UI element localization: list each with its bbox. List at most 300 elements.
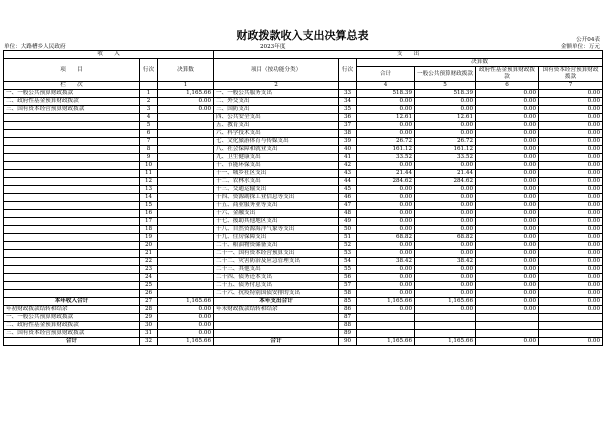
table-row: [4, 106, 603, 114]
expense-line-no-cell: 86: [339, 306, 357, 314]
expense-total-cell: [357, 322, 415, 330]
table-row: [4, 338, 603, 346]
expense-line-no-cell: 45: [339, 186, 357, 194]
income-amount-cell: 0.00: [158, 322, 214, 330]
income-item-cell: [4, 290, 140, 298]
expense-general-cell: 0.00: [415, 202, 476, 210]
income-item-cell: [4, 186, 140, 194]
expense-general-cell: 0.00: [415, 282, 476, 290]
expense-item-cell: 十七、援助其他地区支出: [214, 218, 339, 226]
income-line-no-cell: 2: [140, 98, 158, 106]
income-item-cell: 三、国有资本经营预算财政拨款: [4, 106, 140, 114]
expense-state-cell: 0.00: [539, 282, 603, 290]
expense-total-cell: 1,165.66: [357, 338, 415, 346]
expense-state-cell: 0.00: [539, 242, 603, 250]
income-item-cell: 二、政府性基金预算财政拨款: [4, 98, 140, 106]
income-line-no-cell: 30: [140, 322, 158, 330]
expense-item-cell: 二十二、灾害防治及应急管理支出: [214, 258, 339, 266]
table-row: [4, 146, 603, 154]
expense-total-cell: 68.82: [357, 234, 415, 242]
expense-total-cell: 21.44: [357, 170, 415, 178]
income-item-cell: [4, 194, 140, 202]
expense-total-cell: 0.00: [357, 282, 415, 290]
income-line-no-cell: 31: [140, 330, 158, 338]
income-amount-cell: [158, 194, 214, 202]
col-index-5: 5: [415, 82, 476, 90]
col-index-4: 4: [357, 82, 415, 90]
income-amount-cell: [158, 266, 214, 274]
income-line-no-cell: 32: [140, 338, 158, 346]
expense-fund-cell: 0.00: [476, 210, 539, 218]
table-row: [4, 138, 603, 146]
income-line-no-cell: 29: [140, 314, 158, 322]
expense-item-cell: 十、节能环保支出: [214, 162, 339, 170]
expense-fund-cell: 0.00: [476, 242, 539, 250]
expense-total-cell: 0.00: [357, 162, 415, 170]
expense-line-no-cell: 34: [339, 98, 357, 106]
expense-line-no-cell: 90: [339, 338, 357, 346]
table-row: [4, 282, 603, 290]
income-item-cell: [4, 282, 140, 290]
expense-line-no-cell: 41: [339, 154, 357, 162]
income-amount-cell: [158, 178, 214, 186]
expense-general-cell: 38.42: [415, 258, 476, 266]
budget-table: [3, 50, 603, 346]
expense-item-cell: 十八、自然资源海洋气象等支出: [214, 226, 339, 234]
income-amount-cell: [158, 202, 214, 210]
expense-item-cell: 六、科学技术支出: [214, 130, 339, 138]
income-item-cell: [4, 122, 140, 130]
income-item-cell: [4, 266, 140, 274]
expense-item-cell: 九、卫生健康支出: [214, 154, 339, 162]
expense-item-cell: 十六、金融支出: [214, 210, 339, 218]
table-row: [4, 170, 603, 178]
expense-line-no-cell: 54: [339, 258, 357, 266]
expense-total-cell: 0.00: [357, 210, 415, 218]
expense-item-cell: 三、国防支出: [214, 106, 339, 114]
expense-fund-cell: 0.00: [476, 170, 539, 178]
col-index-7: 7: [539, 82, 603, 90]
expense-general-cell: 0.00: [415, 210, 476, 218]
expense-general-cell: 0.00: [415, 306, 476, 314]
expense-general-cell: 518.39: [415, 90, 476, 98]
table-row: [4, 290, 603, 298]
expense-item-cell: 二十五、债务付息支出: [214, 282, 339, 290]
expense-fund-cell: 0.00: [476, 290, 539, 298]
expense-line-no-cell: 87: [339, 314, 357, 322]
col-index-1: 1: [158, 82, 214, 90]
expense-general-cell: 26.72: [415, 138, 476, 146]
expense-state-cell: 0.00: [539, 170, 603, 178]
expense-general-cell: 12.61: [415, 114, 476, 122]
income-line-no-cell: 13: [140, 186, 158, 194]
table-row: [4, 250, 603, 258]
expense-line-no-cell: 38: [339, 130, 357, 138]
income-item-cell: [4, 154, 140, 162]
expense-state-cell: 0.00: [539, 106, 603, 114]
expense-total-cell: 0.00: [357, 290, 415, 298]
col-blank-2: [339, 82, 357, 90]
expense-fund-cell: 0.00: [476, 178, 539, 186]
income-amount-cell: 1,165.66: [158, 298, 214, 306]
income-item-cell: [4, 130, 140, 138]
expense-fund-cell: 0.00: [476, 266, 539, 274]
income-item-cell: [4, 202, 140, 210]
income-line-no-cell: 20: [140, 242, 158, 250]
income-item-cell: [4, 234, 140, 242]
table-row: [4, 298, 603, 306]
expense-item-cell: 年末财政拨款结转和结余: [214, 306, 339, 314]
expense-state-cell: 0.00: [539, 226, 603, 234]
expense-fund-cell: [476, 314, 539, 322]
expense-general-cell: 0.00: [415, 130, 476, 138]
expense-line-no-cell: 50: [339, 226, 357, 234]
expense-fund-cell: 0.00: [476, 274, 539, 282]
expense-state-cell: 0.00: [539, 202, 603, 210]
expense-total-cell: 0.00: [357, 250, 415, 258]
expense-fund-cell: 0.00: [476, 258, 539, 266]
expense-state-cell: 0.00: [539, 290, 603, 298]
table-row: [4, 202, 603, 210]
expense-total-cell: 284.62: [357, 178, 415, 186]
expense-general-cell: 0.00: [415, 194, 476, 202]
income-item-cell: 年初财政拨款结转和结余: [4, 306, 140, 314]
income-line-no-cell: 3: [140, 106, 158, 114]
expense-general-cell: 0.00: [415, 98, 476, 106]
expense-line-no-cell: 55: [339, 266, 357, 274]
state-header: 国有资本经营预算财政拨款: [539, 67, 603, 82]
expense-state-cell: [539, 314, 603, 322]
currency-label: 金额单位：万元: [560, 44, 600, 50]
expense-item-cell: 合计: [214, 338, 339, 346]
expense-fund-cell: 0.00: [476, 226, 539, 234]
expense-total-cell: 12.61: [357, 114, 415, 122]
income-amount-cell: 0.00: [158, 330, 214, 338]
income-amount-cell: [158, 138, 214, 146]
income-line-no-cell: 17: [140, 218, 158, 226]
income-item-cell: [4, 250, 140, 258]
income-line-no-cell: 26: [140, 290, 158, 298]
expense-line-no-cell: 36: [339, 114, 357, 122]
expense-item-cell: 二十三、其他支出: [214, 266, 339, 274]
expense-state-cell: [539, 330, 603, 338]
expense-general-cell: [415, 314, 476, 322]
expense-fund-cell: 0.00: [476, 162, 539, 170]
expense-general-cell: 0.00: [415, 218, 476, 226]
expense-item-cell: 十五、商业服务业等支出: [214, 202, 339, 210]
table-row: [4, 178, 603, 186]
income-amount-cell: 1,165.66: [158, 338, 214, 346]
expense-total-cell: 26.72: [357, 138, 415, 146]
table-body: [4, 51, 603, 346]
income-line-no-cell: 9: [140, 154, 158, 162]
expense-item-cell: [214, 314, 339, 322]
table-row: [4, 114, 603, 122]
income-line-no-cell: 8: [140, 146, 158, 154]
expense-item-cell: 八、社会保障和就业支出: [214, 146, 339, 154]
income-amount-cell: 1,165.66: [158, 90, 214, 98]
expense-item-cell: 十一、城乡社区支出: [214, 170, 339, 178]
expense-line-no-cell: 56: [339, 274, 357, 282]
expense-total-cell: 1,165.66: [357, 298, 415, 306]
general-header: 一般公共预算财政拨款: [415, 67, 476, 82]
income-item-cell: 三、国有资本经营预算财政拨款: [4, 330, 140, 338]
income-amount-cell: [158, 162, 214, 170]
income-amount-cell: [158, 154, 214, 162]
table-row: [4, 258, 603, 266]
table-row: [4, 130, 603, 138]
income-item-cell: [4, 146, 140, 154]
func-item-header: 项目（按功能分类）: [214, 59, 339, 82]
expense-item-cell: 二十一、国有资本经营预算支出: [214, 250, 339, 258]
income-item-cell: [4, 138, 140, 146]
expense-fund-cell: 0.00: [476, 282, 539, 290]
income-item-cell: 本年收入合计: [4, 298, 140, 306]
table-row: [4, 186, 603, 194]
expense-line-no-cell: 89: [339, 330, 357, 338]
expense-fund-cell: 0.00: [476, 138, 539, 146]
expense-fund-cell: 0.00: [476, 338, 539, 346]
expense-general-cell: 21.44: [415, 170, 476, 178]
expense-line-no-cell: 33: [339, 90, 357, 98]
expense-line-no-cell: 53: [339, 250, 357, 258]
budget-header: 决算数: [158, 59, 214, 82]
expense-item-cell: [214, 322, 339, 330]
expense-total-cell: 518.39: [357, 90, 415, 98]
expense-total-cell: 0.00: [357, 274, 415, 282]
income-amount-cell: [158, 218, 214, 226]
expense-item-cell: 四、公共安全支出: [214, 114, 339, 122]
expense-total-cell: [357, 330, 415, 338]
expense-general-cell: 0.00: [415, 274, 476, 282]
expense-fund-cell: 0.00: [476, 194, 539, 202]
expense-line-no-cell: 58: [339, 290, 357, 298]
table-row: [4, 194, 603, 202]
expense-fund-cell: 0.00: [476, 98, 539, 106]
expense-general-cell: 68.82: [415, 234, 476, 242]
table-row: [4, 98, 603, 106]
expense-item-cell: 十四、资源勘探工业信息等支出: [214, 194, 339, 202]
expense-total-cell: 33.52: [357, 154, 415, 162]
expense-fund-cell: 0.00: [476, 146, 539, 154]
expense-total-cell: 0.00: [357, 194, 415, 202]
income-line-no-cell: 21: [140, 250, 158, 258]
expense-general-cell: 161.12: [415, 146, 476, 154]
expense-state-cell: 0.00: [539, 138, 603, 146]
expense-state-cell: 0.00: [539, 266, 603, 274]
expense-state-cell: 0.00: [539, 194, 603, 202]
expense-total-cell: 0.00: [357, 306, 415, 314]
income-amount-cell: [158, 242, 214, 250]
expense-state-cell: 0.00: [539, 234, 603, 242]
income-line-no-cell: 24: [140, 274, 158, 282]
income-line-no-cell: 10: [140, 162, 158, 170]
expense-state-cell: 0.00: [539, 114, 603, 122]
income-amount-cell: [158, 234, 214, 242]
unit-label: 单位：大路槽乡人民政府: [4, 44, 66, 50]
expense-fund-cell: 0.00: [476, 298, 539, 306]
income-line-no-cell: 28: [140, 306, 158, 314]
expense-item-cell: 一、一般公共服务支出: [214, 90, 339, 98]
income-amount-cell: 0.00: [158, 106, 214, 114]
income-line-no-cell: 12: [140, 178, 158, 186]
expense-general-cell: 1,165.66: [415, 338, 476, 346]
expense-fund-cell: 0.00: [476, 90, 539, 98]
table-row: [4, 154, 603, 162]
income-item-cell: [4, 114, 140, 122]
income-item-cell: [4, 170, 140, 178]
expense-total-cell: 0.00: [357, 202, 415, 210]
income-line-no-cell: 22: [140, 258, 158, 266]
income-amount-cell: 0.00: [158, 306, 214, 314]
expense-item-cell: 二十四、债务还本支出: [214, 274, 339, 282]
expense-fund-cell: [476, 330, 539, 338]
table-row: [4, 274, 603, 282]
expense-state-cell: 0.00: [539, 130, 603, 138]
expense-fund-cell: 0.00: [476, 186, 539, 194]
income-amount-cell: [158, 290, 214, 298]
income-line-no-cell: 23: [140, 266, 158, 274]
total-header: 合计: [357, 67, 415, 82]
table-row: [4, 266, 603, 274]
expense-line-no-cell: 48: [339, 210, 357, 218]
income-item-cell: [4, 162, 140, 170]
expense-item-cell: 十二、农林水支出: [214, 178, 339, 186]
expense-general-cell: 0.00: [415, 122, 476, 130]
expense-item-cell: 二、外交支出: [214, 98, 339, 106]
header-row-2: [4, 59, 603, 67]
expense-item-cell: 五、教育支出: [214, 122, 339, 130]
income-item-cell: [4, 242, 140, 250]
table-row: [4, 314, 603, 322]
expense-state-cell: 0.00: [539, 210, 603, 218]
expense-total-cell: 38.42: [357, 258, 415, 266]
income-amount-cell: [158, 258, 214, 266]
expense-line-no-cell: 35: [339, 106, 357, 114]
expense-state-cell: 0.00: [539, 162, 603, 170]
expense-general-cell: 0.00: [415, 266, 476, 274]
expense-line-no-cell: 52: [339, 242, 357, 250]
income-line-no-cell: 5: [140, 122, 158, 130]
expense-fund-cell: 0.00: [476, 218, 539, 226]
report-title: 财政拨款收入支出决算总表: [236, 29, 369, 42]
expense-state-cell: 0.00: [539, 178, 603, 186]
income-line-no-cell: 7: [140, 138, 158, 146]
income-line-no-cell: 1: [140, 90, 158, 98]
expense-total-cell: 0.00: [357, 186, 415, 194]
income-amount-cell: [158, 274, 214, 282]
expense-state-cell: 0.00: [539, 298, 603, 306]
expense-item-cell: [214, 330, 339, 338]
expense-general-cell: 0.00: [415, 226, 476, 234]
income-header: 收 入: [4, 51, 214, 59]
header-row-1: [4, 51, 603, 59]
expense-line-no-cell: 40: [339, 146, 357, 154]
income-amount-cell: [158, 130, 214, 138]
expense-fund-cell: 0.00: [476, 234, 539, 242]
expense-total-cell: 0.00: [357, 218, 415, 226]
expense-general-cell: 0.00: [415, 162, 476, 170]
year-label: 2023年度: [260, 44, 286, 50]
line-no-header: 行次: [140, 59, 158, 82]
expense-total-cell: 0.00: [357, 130, 415, 138]
expense-general-cell: 1,165.66: [415, 298, 476, 306]
income-amount-cell: [158, 146, 214, 154]
expense-state-cell: 0.00: [539, 122, 603, 130]
expense-header: 支 出: [214, 51, 603, 59]
expense-total-cell: 161.12: [357, 146, 415, 154]
expense-item-cell: 十九、住房保障支出: [214, 234, 339, 242]
expense-fund-cell: 0.00: [476, 106, 539, 114]
expense-line-no-cell: 39: [339, 138, 357, 146]
expense-state-cell: 0.00: [539, 338, 603, 346]
expense-state-cell: 0.00: [539, 306, 603, 314]
expense-line-no-cell: 85: [339, 298, 357, 306]
income-amount-cell: [158, 210, 214, 218]
expense-fund-cell: 0.00: [476, 202, 539, 210]
table-row: [4, 218, 603, 226]
expense-state-cell: 0.00: [539, 274, 603, 282]
income-item-cell: 一、一般公共预算财政拨款: [4, 90, 140, 98]
income-line-no-cell: 4: [140, 114, 158, 122]
expense-line-no-cell: 47: [339, 202, 357, 210]
income-item-cell: [4, 274, 140, 282]
income-item-cell: [4, 226, 140, 234]
expense-fund-cell: 0.00: [476, 122, 539, 130]
table-row: [4, 162, 603, 170]
income-item-cell: 合计: [4, 338, 140, 346]
expense-state-cell: 0.00: [539, 218, 603, 226]
expense-general-cell: 33.52: [415, 154, 476, 162]
expense-line-no-cell: 51: [339, 234, 357, 242]
income-amount-cell: [158, 170, 214, 178]
expense-fund-cell: 0.00: [476, 250, 539, 258]
income-line-no-cell: 25: [140, 282, 158, 290]
expense-state-cell: [539, 322, 603, 330]
expense-general-cell: 0.00: [415, 106, 476, 114]
expense-item-cell: 二十六、抗疫特别国债安排的支出: [214, 290, 339, 298]
expense-state-cell: 0.00: [539, 186, 603, 194]
income-amount-cell: [158, 226, 214, 234]
table-row: [4, 322, 603, 330]
expense-item-cell: 七、文化旅游体育与传媒支出: [214, 138, 339, 146]
expense-total-cell: [357, 314, 415, 322]
expense-fund-cell: 0.00: [476, 130, 539, 138]
col-index-2: 2: [214, 82, 339, 90]
table-row: [4, 330, 603, 338]
line-no2-header: 行次: [339, 59, 357, 82]
expense-line-no-cell: 37: [339, 122, 357, 130]
expense-fund-cell: 0.00: [476, 154, 539, 162]
income-line-no-cell: 15: [140, 202, 158, 210]
col-blank-1: [140, 82, 158, 90]
income-item-cell: [4, 218, 140, 226]
expense-line-no-cell: 49: [339, 218, 357, 226]
expense-state-cell: 0.00: [539, 98, 603, 106]
expense-item-cell: 二十、粮油物资储备支出: [214, 242, 339, 250]
income-line-no-cell: 16: [140, 210, 158, 218]
income-amount-cell: 0.00: [158, 314, 214, 322]
income-amount-cell: 0.00: [158, 98, 214, 106]
expense-state-cell: 0.00: [539, 258, 603, 266]
expense-total-cell: 0.00: [357, 266, 415, 274]
expense-total-cell: 0.00: [357, 122, 415, 130]
expense-fund-cell: 0.00: [476, 306, 539, 314]
column-index-row: [4, 82, 603, 90]
income-item-cell: [4, 178, 140, 186]
expense-item-cell: 十三、交通运输支出: [214, 186, 339, 194]
col-index-6: 6: [476, 82, 539, 90]
